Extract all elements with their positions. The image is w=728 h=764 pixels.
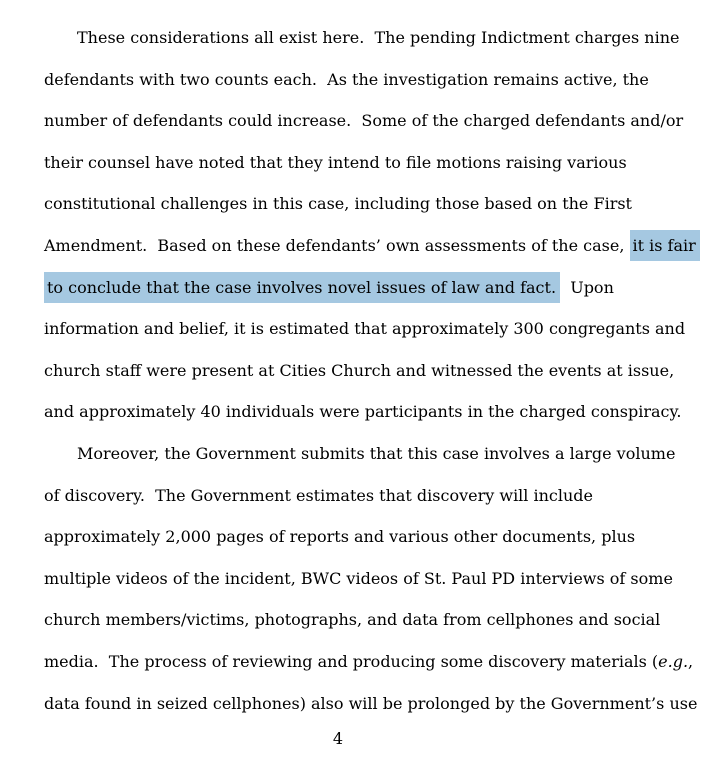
- text-line: multiple videos of the incident, BWC videos of St. Paul PD interviews of some: [44, 568, 673, 588]
- text-line: data found in seized cellphones) also will be prolonged by the Government’s use: [44, 693, 698, 713]
- text-segment: ,: [688, 651, 694, 671]
- text-line: [44, 267, 684, 309]
- text-line: of discovery. The Government estimates that discovery will include: [44, 485, 594, 505]
- text-line: church staff were present at Cities Church and witnessed the events at issue,: [44, 360, 675, 380]
- text-line: constitutional challenges in this case, including those based on the First: [44, 194, 632, 214]
- text-segment: media. The process of reviewing and producing some discovery materials (: [44, 651, 659, 671]
- text-line: Moreover, the Government submits that this case involves a large volume: [77, 443, 676, 463]
- highlighted-text: it is fair: [630, 230, 700, 261]
- text-segment: Amendment. Based on these defendants’ own assessments of the case,: [44, 235, 630, 255]
- text-line: their counsel have noted that they intend to file motions raising various: [44, 152, 627, 172]
- text-line: [44, 641, 694, 683]
- highlighted-text: to conclude that the case involves novel issues of law and fact.: [44, 272, 560, 303]
- text-line: These considerations all exist here. The pending Indictment charges nine: [77, 28, 680, 47]
- text-line: information and belief, it is estimated that approximately 300 congregants and: [44, 319, 686, 339]
- text-line: number of defendants could increase. Some of the charged defendants and/or: [44, 111, 684, 131]
- text-line: approximately 2,000 pages of reports and various other documents, plus: [44, 527, 636, 547]
- page-number: 4: [332, 729, 344, 749]
- text-segment: Upon: [560, 277, 614, 297]
- text-line: defendants with two counts each. As the investigation remains active, the: [44, 69, 649, 89]
- text-line: and approximately 40 individuals were participants in the charged conspiracy.: [44, 402, 682, 422]
- italic-text: e.g.: [658, 651, 689, 671]
- text-line: church members/victims, photographs, and data from cellphones and social: [44, 610, 661, 630]
- text-line: [44, 225, 696, 267]
